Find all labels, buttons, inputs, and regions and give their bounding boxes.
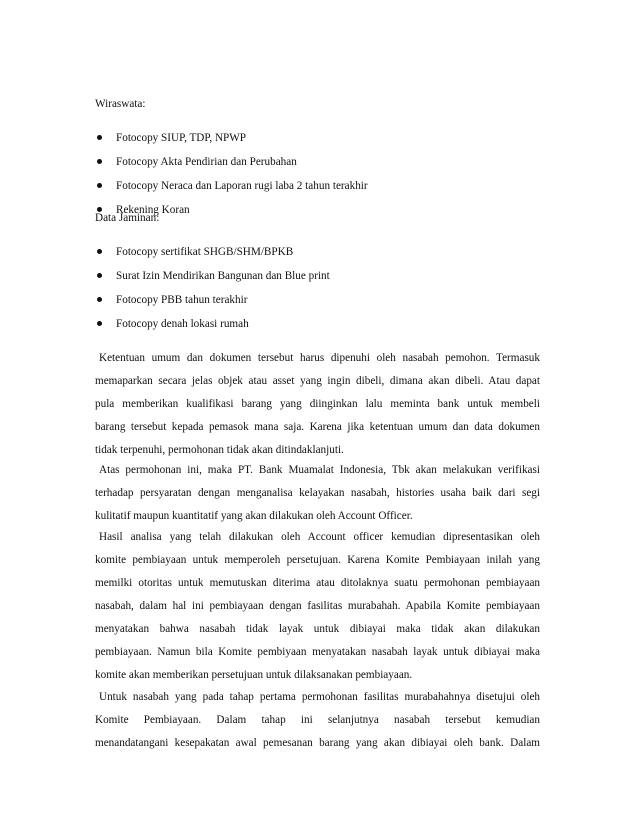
list-item: Rekening Koran: [95, 203, 368, 227]
bullet-icon: [97, 183, 102, 188]
bullet-icon: [97, 249, 102, 254]
paragraph-verifikasi: Atas permohonan ini, maka PT. Bank Muamalat Indonesia, Tbk akan melakukan verifikasi terhadap persyaratan dengan menganalisa kelayakan nasabah, histories usaha baik dari segi kulitatif maupun kuantitatif yang akan dilakukan oleh Account Officer.: [95, 464, 540, 522]
bullet-icon: [97, 135, 102, 140]
collateral-requirements-list: [95, 245, 330, 341]
list-item: Fotocopy SIUP, TDP, NPWP: [95, 131, 368, 155]
list-item: Fotocopy Neraca dan Laporan rugi laba 2 tahun terakhir: [95, 179, 368, 203]
paragraph-persetujuan-komite: Untuk nasabah yang pada tahap pertama permohonan fasilitas murabahahnya disetujui oleh Komite Pembiayaan. Dalam tahap ini selanjutnya nasabah tersebut kemudian menandatangani kesepakatan awal pemesanan barang yang akan dibiayai oleh bank. Dalam: [95, 691, 540, 749]
list-item: Fotocopy sertifikat SHGB/SHM/BPKB: [95, 245, 330, 269]
bullet-icon: [97, 297, 102, 302]
bullet-icon: [97, 321, 102, 326]
section-heading-wiraswata: Wiraswata:: [95, 98, 146, 110]
bullet-icon: [97, 273, 102, 278]
paragraph-ketentuan-umum: Ketentuan umum dan dokumen tersebut harus dipenuhi oleh nasabah pemohon. Termasuk memaparkan secara jelas objek atau asset yang ingin dibeli, dimana akan dibeli. Atau dapat pula memberikan kualifikasi barang yang diinginkan lalu meminta bank untuk membeli barang tersebut kepada pemasok mana saja. Karena jika ketentuan umum dan data dokumen tidak terpenuhi, permohonan tidak akan ditindaklanjuti.: [95, 352, 540, 456]
section-heading-data-jaminan: Data Jaminan:: [95, 212, 160, 224]
paragraph-hasil-analisa: Hasil analisa yang telah dilakukan oleh Account officer kemudian dipresentasikan oleh komite pembiayaan untuk memperoleh persetujuan. Karena Komite Pembiayaan inilah yang memilki otoritas untuk memutuskan diterima atau ditolaknya suatu permohonan pembiayaan nasabah, dalam hal ini pembiayaan dengan fasilitas murabahah. Apabila Komite pembiayaan menyatakan bahwa nasabah tidak layak untuk dibiayai maka tidak akan dilakukan pembiayaan. Namun bila Komite pembiyaan menyatakan nasabah layak untuk dibiayai maka komite akan memberikan persetujuan untuk dilaksanakan pembiayaan.: [95, 531, 540, 681]
list-item: Fotocopy denah lokasi rumah: [95, 317, 330, 341]
bullet-icon: [97, 159, 102, 164]
list-item: Fotocopy Akta Pendirian dan Perubahan: [95, 155, 368, 179]
list-item: Surat Izin Mendirikan Bangunan dan Blue print: [95, 269, 330, 293]
list-item: Fotocopy PBB tahun terakhir: [95, 293, 330, 317]
